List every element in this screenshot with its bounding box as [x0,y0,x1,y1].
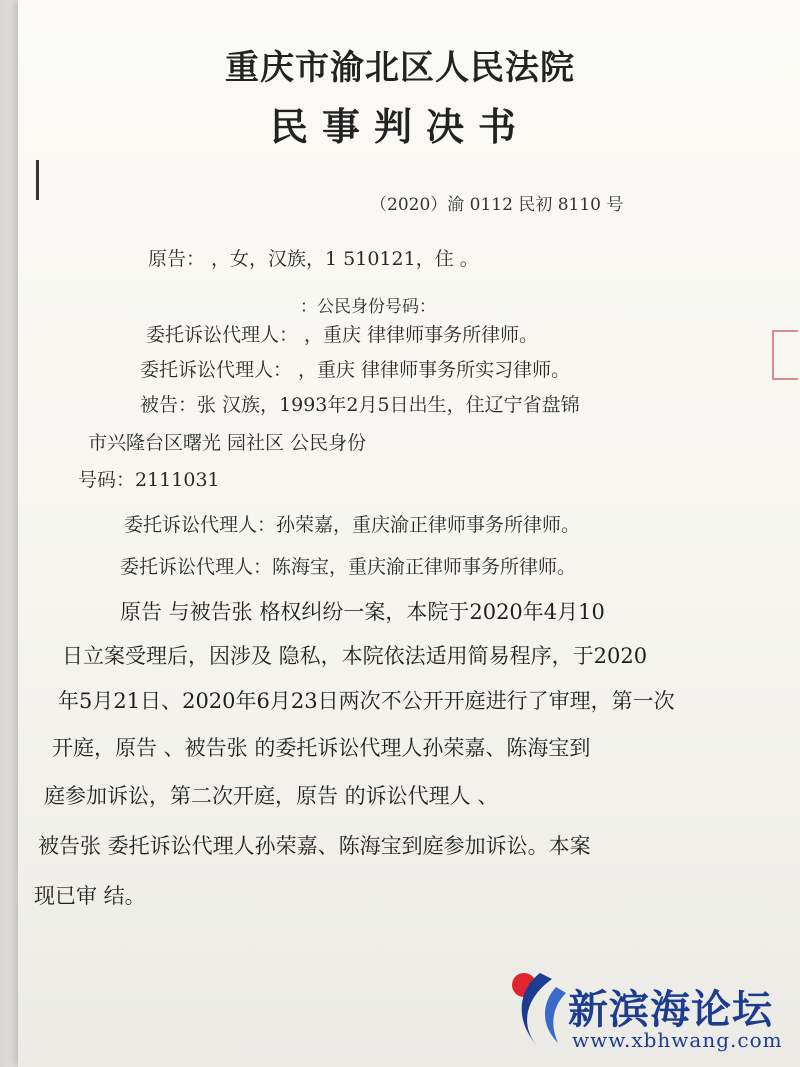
margin-mark [36,160,39,200]
forum-name: 新滨海论坛 [568,987,773,1033]
seal-stamp [772,330,798,380]
defendant-line-1: 被告：张 汉族，1993年2月5日出生，住辽宁省盘锦 [140,394,580,416]
forum-url: www.xbhwang.com [572,1028,783,1052]
defendant-line-3: 号码：2111031 [78,469,220,491]
body-line-5: 庭参加诉讼，第二次开庭，原告 的诉讼代理人 、 [44,784,499,808]
plaintiff-line: 原告： ，女，汉族，1 510121，住 。 [148,248,479,270]
defendant-line-2: 市兴隆台区曙光 园社区 公民身份 [88,432,367,454]
plaintiff-agent-1: 委托诉讼代理人： ，重庆 律律师事务所律师。 [146,324,539,346]
body-line-4: 开庭，原告 、被告张 的委托诉讼代理人孙荣嘉、陈海宝到 [52,736,591,760]
plaintiff-id-line: ：公民身份号码： [300,297,436,317]
body-line-3: 年5月21日、2020年6月23日两次不公开开庭进行了审理，第一次 [58,689,675,713]
body-line-6: 被告张 委托诉讼代理人孙荣嘉、陈海宝到庭参加诉讼。本案 [38,834,591,858]
body-line-7: 现已审 结。 [34,884,146,908]
case-number: （2020）渝 0112 民初 8110 号 [370,195,624,215]
document-title: 民事判决书 [269,104,530,149]
defendant-agent-2: 委托诉讼代理人：陈海宝，重庆渝正律师事务所律师。 [120,556,577,578]
defendant-agent-1: 委托诉讼代理人：孙荣嘉，重庆渝正律师事务所律师。 [124,514,581,536]
court-name: 重庆市渝北区人民法院 [225,48,575,88]
body-line-2: 日立案受理后，因涉及 隐私，本院依法适用简易程序，于2020 [62,644,648,668]
plaintiff-agent-2: 委托诉讼代理人： ，重庆 律律师事务所实习律师。 [140,359,571,381]
body-line-1: 原告 与被告张 格权纠纷一案，本院于2020年4月10 [120,600,605,624]
